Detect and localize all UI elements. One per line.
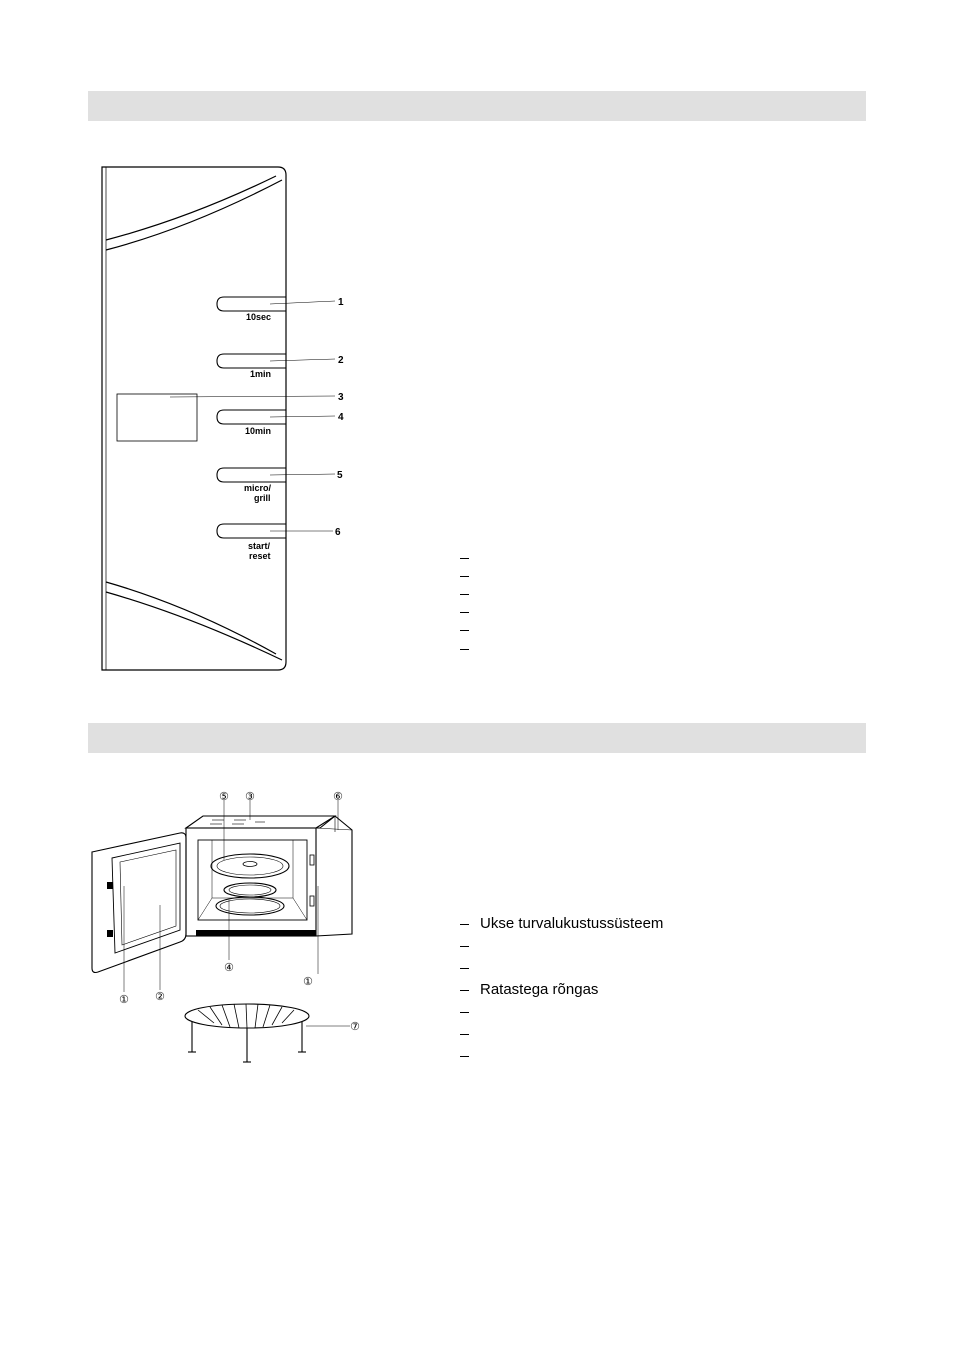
section-header-bar-controls: [88, 91, 866, 121]
oven-legend-item: [458, 1023, 663, 1045]
control-legend-item: [458, 604, 480, 622]
oven-legend-list: [458, 913, 663, 1067]
button-number-5: 5: [337, 470, 343, 481]
button-number-2: 2: [338, 355, 344, 366]
callout-4: ④: [224, 961, 234, 974]
control-legend-item: [458, 640, 480, 658]
oven-legend-item: [458, 1001, 663, 1023]
button-label-micro: micro/: [244, 483, 272, 493]
panel-buttons: [217, 297, 286, 538]
oven-legend-item: [458, 957, 663, 979]
oven-legend-item: Ratastega rõngas: [458, 979, 663, 1001]
control-legend-item: [458, 549, 480, 567]
oven-legend-item: [458, 935, 663, 957]
button-label-grill: grill: [254, 493, 271, 503]
callout-1-right: ①: [303, 975, 313, 988]
control-legend-item: [458, 585, 480, 603]
button-number-4: 4: [338, 412, 344, 423]
display-number-3: 3: [338, 392, 344, 403]
control-legend-item: [458, 622, 480, 640]
control-panel-diagram: [90, 158, 360, 678]
control-legend-list: [458, 549, 480, 658]
button-label-start: start/: [248, 541, 271, 551]
button-label-1min: 1min: [250, 369, 272, 379]
callout-6: ⑥: [333, 790, 343, 803]
callout-2: ②: [155, 990, 165, 1003]
callout-1-left: ①: [119, 993, 129, 1006]
callout-7: ⑦: [350, 1020, 360, 1033]
callout-3: ③: [245, 790, 255, 803]
button-label-10min: 10min: [245, 426, 272, 436]
panel-display: [117, 394, 197, 441]
section-header-bar-parts: [88, 723, 866, 753]
button-label-10sec: 10sec: [246, 312, 272, 322]
control-legend-item: [458, 567, 480, 585]
oven-parts-diagram: [80, 785, 380, 1070]
oven-legend-item: [458, 1045, 663, 1067]
oven-legend-item: Ukse turvalukustussüsteem: [458, 913, 663, 935]
callout-5: ⑤: [219, 790, 229, 803]
button-label-reset: reset: [249, 551, 271, 561]
button-number-6: 6: [335, 527, 341, 538]
button-number-1: 1: [338, 297, 344, 308]
